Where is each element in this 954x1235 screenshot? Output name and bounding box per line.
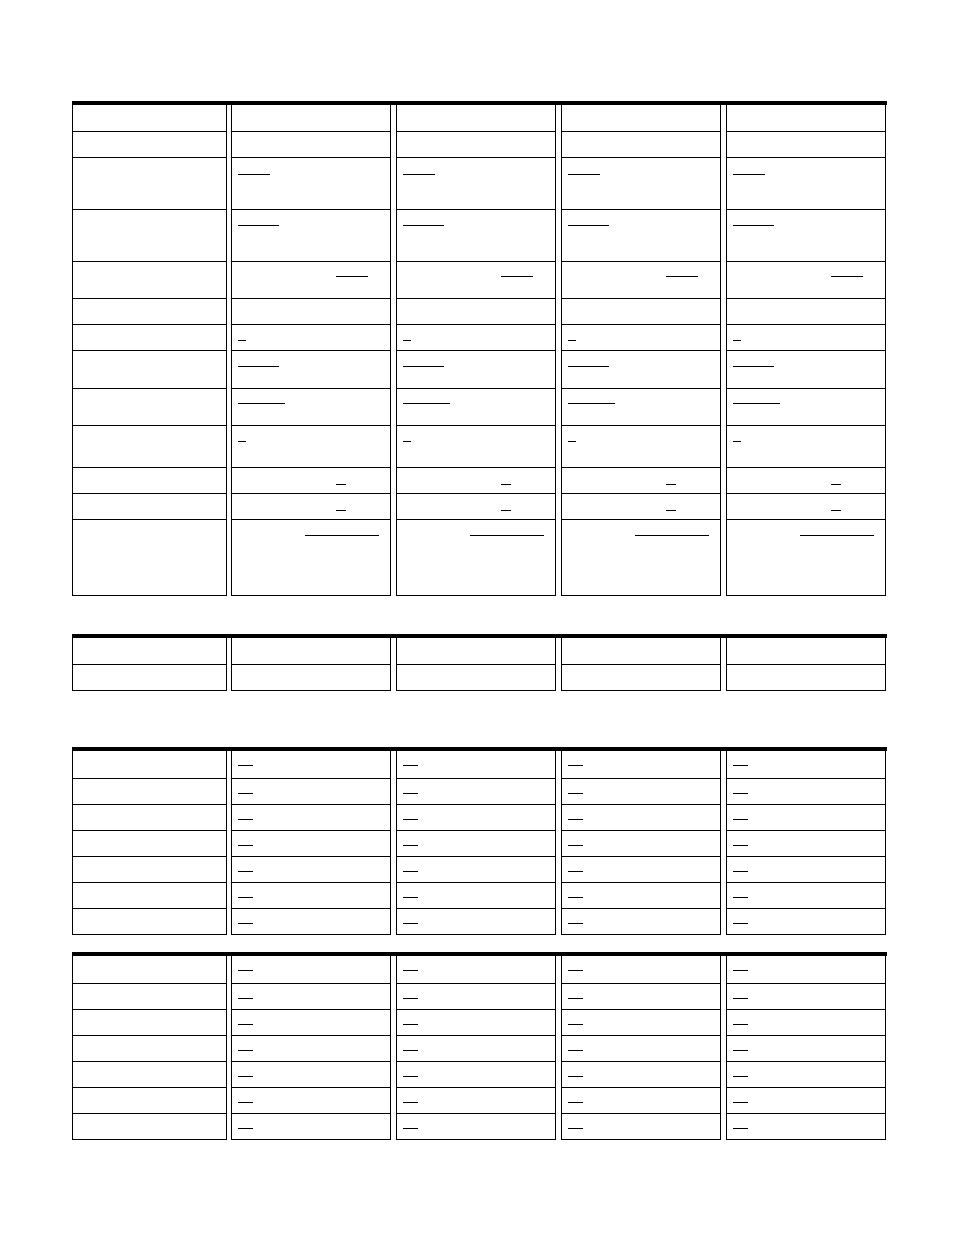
fill-in-blank-line [568, 1128, 583, 1129]
fill-in-blank-line [733, 793, 748, 794]
table-4 [72, 952, 887, 1140]
fill-in-blank-line [238, 845, 253, 846]
fill-in-blank-line [568, 765, 583, 766]
entry-cell[interactable] [231, 325, 391, 351]
fill-in-blank-line [733, 1102, 748, 1103]
table-row [72, 389, 887, 426]
fill-in-blank-line [305, 535, 379, 536]
fill-in-blank-line [238, 998, 253, 999]
entry-cell[interactable] [561, 1114, 721, 1140]
fill-in-blank-line [733, 441, 741, 442]
row-label-cell [72, 883, 227, 909]
entry-cell[interactable] [726, 1010, 886, 1036]
fill-in-blank-line [568, 366, 609, 367]
entry-cell[interactable] [726, 468, 886, 494]
entry-cell[interactable] [396, 638, 556, 665]
entry-cell[interactable] [561, 132, 721, 158]
entry-cell[interactable] [726, 426, 886, 468]
entry-cell[interactable] [231, 351, 391, 389]
fill-in-blank-line [733, 970, 748, 971]
entry-cell[interactable] [396, 751, 556, 779]
fill-in-blank-line [403, 897, 418, 898]
entry-cell[interactable] [561, 105, 721, 132]
fill-in-blank-line [831, 276, 863, 277]
fill-in-blank-line [733, 174, 765, 175]
entry-cell[interactable] [396, 468, 556, 494]
fill-in-blank-line [568, 1050, 583, 1051]
fill-in-blank-line [666, 484, 676, 485]
fill-in-blank-line [238, 1076, 253, 1077]
row-label-cell [72, 262, 227, 299]
entry-cell[interactable] [561, 426, 721, 468]
fill-in-blank-line [733, 1024, 748, 1025]
table-row [72, 132, 887, 158]
fill-in-blank-line [568, 845, 583, 846]
entry-cell[interactable] [231, 857, 391, 883]
row-label-cell [72, 751, 227, 779]
entry-cell[interactable] [561, 805, 721, 831]
entry-cell[interactable] [726, 1062, 886, 1088]
fill-in-blank-line [403, 970, 418, 971]
table-row [72, 857, 887, 883]
fill-in-blank-line [403, 765, 418, 766]
entry-cell[interactable] [726, 984, 886, 1010]
fill-in-blank-line [800, 535, 874, 536]
fill-in-blank-line [733, 366, 774, 367]
entry-cell[interactable] [231, 805, 391, 831]
entry-cell[interactable] [726, 805, 886, 831]
row-label-cell [72, 805, 227, 831]
row-label-cell [72, 351, 227, 389]
fill-in-blank-line [238, 174, 270, 175]
entry-cell[interactable] [726, 638, 886, 665]
fill-in-blank-line [238, 765, 253, 766]
fill-in-blank-line [733, 1076, 748, 1077]
fill-in-blank-line [568, 970, 583, 971]
row-label-cell [72, 831, 227, 857]
fill-in-blank-line [568, 1024, 583, 1025]
entry-cell[interactable] [231, 831, 391, 857]
entry-cell[interactable] [231, 262, 391, 299]
fill-in-blank-line [403, 340, 411, 341]
entry-cell[interactable] [726, 909, 886, 935]
table-row [72, 210, 887, 262]
fill-in-blank-line [733, 998, 748, 999]
row-label-cell [72, 1114, 227, 1140]
fill-in-blank-line [238, 970, 253, 971]
fill-in-blank-line [733, 1050, 748, 1051]
entry-cell[interactable] [231, 638, 391, 665]
fill-in-blank-line [733, 403, 780, 404]
entry-cell[interactable] [396, 1010, 556, 1036]
table-row [72, 956, 887, 984]
fill-in-blank-line [403, 366, 444, 367]
fill-in-blank-line [403, 403, 450, 404]
table-row [72, 779, 887, 805]
entry-cell[interactable] [396, 132, 556, 158]
table-row [72, 1036, 887, 1062]
entry-cell[interactable] [396, 325, 556, 351]
entry-cell[interactable] [561, 1036, 721, 1062]
entry-cell[interactable] [396, 805, 556, 831]
table-row [72, 351, 887, 389]
fill-in-blank-line [501, 484, 511, 485]
entry-cell[interactable] [396, 494, 556, 520]
entry-cell[interactable] [231, 665, 391, 691]
fill-in-blank-line [403, 998, 418, 999]
entry-cell[interactable] [561, 831, 721, 857]
entry-cell[interactable] [561, 883, 721, 909]
fill-in-blank-line [238, 819, 253, 820]
entry-cell[interactable] [561, 956, 721, 984]
table-row [72, 751, 887, 779]
fill-in-blank-line [403, 1128, 418, 1129]
fill-in-blank-line [238, 793, 253, 794]
entry-cell[interactable] [726, 210, 886, 262]
row-label-cell [72, 1036, 227, 1062]
fill-in-blank-line [501, 276, 533, 277]
fill-in-blank-line [403, 845, 418, 846]
fill-in-blank-line [831, 484, 841, 485]
fill-in-blank-line [238, 1024, 253, 1025]
entry-cell[interactable] [231, 984, 391, 1010]
fill-in-blank-line [733, 765, 748, 766]
entry-cell[interactable] [231, 158, 391, 210]
entry-cell[interactable] [726, 1114, 886, 1140]
row-label-cell [72, 909, 227, 935]
entry-cell[interactable] [726, 520, 886, 596]
row-label-cell [72, 132, 227, 158]
entry-cell[interactable] [231, 1010, 391, 1036]
table-row [72, 262, 887, 299]
table-3 [72, 747, 887, 935]
entry-cell[interactable] [561, 520, 721, 596]
entry-cell[interactable] [726, 956, 886, 984]
entry-cell[interactable] [561, 468, 721, 494]
entry-cell[interactable] [726, 831, 886, 857]
table-row [72, 158, 887, 210]
fill-in-blank-line [568, 225, 609, 226]
fill-in-blank-line [403, 819, 418, 820]
fill-in-blank-line [238, 1128, 253, 1129]
row-label-cell [72, 210, 227, 262]
entry-cell[interactable] [561, 158, 721, 210]
entry-cell[interactable] [726, 351, 886, 389]
table-row [72, 426, 887, 468]
row-label-cell [72, 779, 227, 805]
entry-cell[interactable] [231, 1036, 391, 1062]
entry-cell[interactable] [231, 105, 391, 132]
table-row [72, 325, 887, 351]
fill-in-blank-line [238, 923, 253, 924]
fill-in-blank-line [568, 403, 615, 404]
entry-cell[interactable] [726, 1088, 886, 1114]
entry-cell[interactable] [726, 105, 886, 132]
entry-cell[interactable] [396, 883, 556, 909]
entry-cell[interactable] [726, 857, 886, 883]
fill-in-blank-line [403, 174, 435, 175]
entry-cell[interactable] [231, 1114, 391, 1140]
fill-in-blank-line [733, 1128, 748, 1129]
entry-cell[interactable] [561, 351, 721, 389]
entry-cell[interactable] [561, 909, 721, 935]
entry-cell[interactable] [726, 389, 886, 426]
entry-cell[interactable] [231, 1062, 391, 1088]
row-label-cell [72, 299, 227, 325]
row-label-cell [72, 520, 227, 596]
table-row [72, 1114, 887, 1140]
fill-in-blank-line [238, 1102, 253, 1103]
table-row [72, 805, 887, 831]
row-label-cell [72, 158, 227, 210]
fill-in-blank-line [733, 845, 748, 846]
table-row [72, 831, 887, 857]
fill-in-blank-line [403, 225, 444, 226]
table-2 [72, 634, 887, 691]
fill-in-blank-line [568, 1076, 583, 1077]
table-row [72, 984, 887, 1010]
entry-cell[interactable] [396, 105, 556, 132]
entry-cell[interactable] [396, 520, 556, 596]
fill-in-blank-line [733, 225, 774, 226]
entry-cell[interactable] [726, 883, 886, 909]
table-row [72, 468, 887, 494]
entry-cell[interactable] [396, 1062, 556, 1088]
table-row [72, 1062, 887, 1088]
entry-cell[interactable] [396, 909, 556, 935]
entry-cell[interactable] [396, 956, 556, 984]
entry-cell[interactable] [726, 494, 886, 520]
entry-cell[interactable] [726, 325, 886, 351]
table-row [72, 1088, 887, 1114]
entry-cell[interactable] [726, 262, 886, 299]
fill-in-blank-line [568, 174, 600, 175]
entry-cell[interactable] [561, 638, 721, 665]
entry-cell[interactable] [396, 262, 556, 299]
row-label-cell [72, 665, 227, 691]
row-label-cell [72, 468, 227, 494]
row-label-cell [72, 1010, 227, 1036]
row-label-cell [72, 638, 227, 665]
fill-in-blank-line [403, 793, 418, 794]
entry-cell[interactable] [561, 299, 721, 325]
fill-in-blank-line [568, 441, 576, 442]
entry-cell[interactable] [726, 1036, 886, 1062]
entry-cell[interactable] [231, 494, 391, 520]
entry-cell[interactable] [396, 1036, 556, 1062]
fill-in-blank-line [403, 871, 418, 872]
entry-cell[interactable] [396, 299, 556, 325]
entry-cell[interactable] [561, 1088, 721, 1114]
row-label-cell [72, 857, 227, 883]
entry-cell[interactable] [561, 210, 721, 262]
fill-in-blank-line [238, 871, 253, 872]
table-row [72, 1010, 887, 1036]
fill-in-blank-line [403, 1076, 418, 1077]
entry-cell[interactable] [396, 426, 556, 468]
entry-cell[interactable] [561, 1062, 721, 1088]
fill-in-blank-line [568, 819, 583, 820]
entry-cell[interactable] [396, 779, 556, 805]
entry-cell[interactable] [561, 984, 721, 1010]
entry-cell[interactable] [396, 665, 556, 691]
table-row [72, 105, 887, 132]
fill-in-blank-line [238, 441, 246, 442]
entry-cell[interactable] [231, 779, 391, 805]
entry-cell[interactable] [231, 132, 391, 158]
entry-cell[interactable] [231, 468, 391, 494]
entry-cell[interactable] [561, 389, 721, 426]
row-label-cell [72, 956, 227, 984]
entry-cell[interactable] [396, 984, 556, 1010]
entry-cell[interactable] [396, 1114, 556, 1140]
fill-in-blank-line [238, 1050, 253, 1051]
table-row [72, 638, 887, 665]
entry-cell[interactable] [561, 262, 721, 299]
entry-cell[interactable] [231, 956, 391, 984]
entry-cell[interactable] [561, 325, 721, 351]
fill-in-blank-line [238, 403, 285, 404]
entry-cell[interactable] [561, 779, 721, 805]
entry-cell[interactable] [726, 751, 886, 779]
entry-cell[interactable] [726, 158, 886, 210]
fill-in-blank-line [238, 225, 279, 226]
table-row [72, 520, 887, 596]
fill-in-blank-line [470, 535, 544, 536]
fill-in-blank-line [568, 340, 576, 341]
entry-cell[interactable] [561, 1010, 721, 1036]
row-label-cell [72, 1062, 227, 1088]
fill-in-blank-line [733, 897, 748, 898]
entry-cell[interactable] [396, 210, 556, 262]
entry-cell[interactable] [726, 665, 886, 691]
entry-cell[interactable] [396, 389, 556, 426]
entry-cell[interactable] [231, 520, 391, 596]
fill-in-blank-line [336, 510, 346, 511]
fill-in-blank-line [733, 871, 748, 872]
fill-in-blank-line [568, 923, 583, 924]
fill-in-blank-line [336, 484, 346, 485]
row-label-cell [72, 426, 227, 468]
table-row [72, 494, 887, 520]
fill-in-blank-line [403, 441, 411, 442]
entry-cell[interactable] [231, 751, 391, 779]
entry-cell[interactable] [231, 883, 391, 909]
row-label-cell [72, 325, 227, 351]
entry-cell[interactable] [231, 389, 391, 426]
row-label-cell [72, 105, 227, 132]
fill-in-blank-line [238, 366, 279, 367]
fill-in-blank-line [403, 1102, 418, 1103]
entry-cell[interactable] [231, 426, 391, 468]
fill-in-blank-line [733, 340, 741, 341]
entry-cell[interactable] [561, 494, 721, 520]
entry-cell[interactable] [396, 857, 556, 883]
fill-in-blank-line [336, 276, 368, 277]
entry-cell[interactable] [231, 909, 391, 935]
fill-in-blank-line [635, 535, 709, 536]
fill-in-blank-line [733, 923, 748, 924]
entry-cell[interactable] [396, 1088, 556, 1114]
entry-cell[interactable] [396, 158, 556, 210]
fill-in-blank-line [568, 897, 583, 898]
entry-cell[interactable] [561, 665, 721, 691]
table-row [72, 909, 887, 935]
table-row [72, 299, 887, 325]
fill-in-blank-line [403, 923, 418, 924]
fill-in-blank-line [666, 510, 676, 511]
fill-in-blank-line [238, 897, 253, 898]
entry-cell[interactable] [726, 299, 886, 325]
fill-in-blank-line [568, 793, 583, 794]
fill-in-blank-line [831, 510, 841, 511]
entry-cell[interactable] [231, 299, 391, 325]
row-label-cell [72, 494, 227, 520]
fill-in-blank-line [568, 871, 583, 872]
entry-cell[interactable] [561, 857, 721, 883]
fill-in-blank-line [403, 1050, 418, 1051]
table-1 [72, 101, 887, 596]
entry-cell[interactable] [231, 1088, 391, 1114]
fill-in-blank-line [501, 510, 511, 511]
fill-in-blank-line [403, 1024, 418, 1025]
row-label-cell [72, 389, 227, 426]
entry-cell[interactable] [726, 779, 886, 805]
entry-cell[interactable] [396, 831, 556, 857]
fill-in-blank-line [666, 276, 698, 277]
fill-in-blank-line [568, 998, 583, 999]
row-label-cell [72, 984, 227, 1010]
entry-cell[interactable] [561, 751, 721, 779]
table-row [72, 665, 887, 691]
fill-in-blank-line [568, 1102, 583, 1103]
entry-cell[interactable] [231, 210, 391, 262]
fill-in-blank-line [238, 340, 246, 341]
entry-cell[interactable] [726, 132, 886, 158]
table-row [72, 883, 887, 909]
fill-in-blank-line [733, 819, 748, 820]
entry-cell[interactable] [396, 351, 556, 389]
row-label-cell [72, 1088, 227, 1114]
